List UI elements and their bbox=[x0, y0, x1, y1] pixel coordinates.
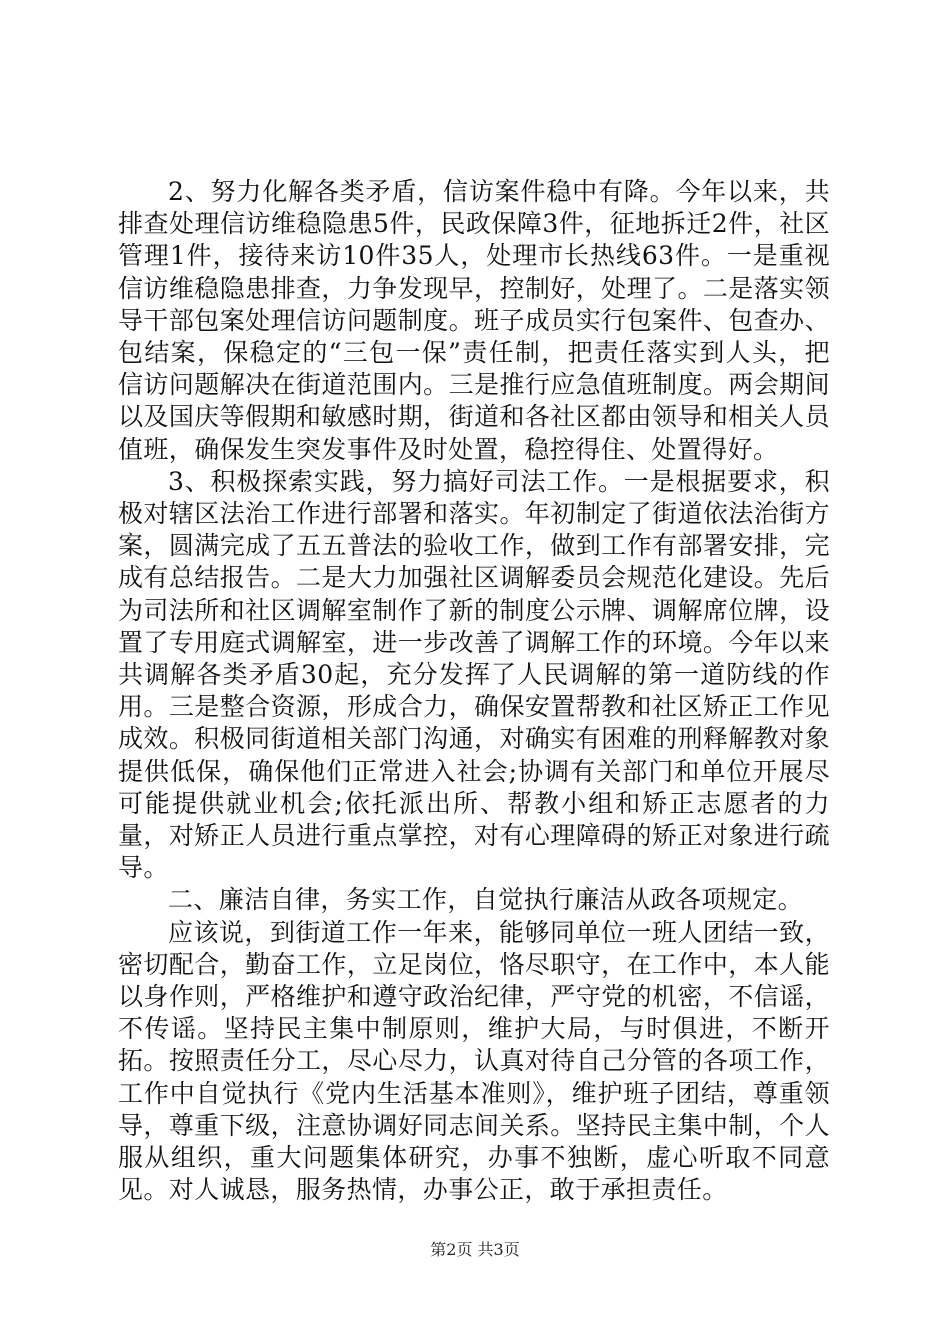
paragraph-self-discipline: 应该说，到街道工作一年来，能够同单位一班人团结一致，密切配合，勤奋工作，立足岗位，恪尽职守，在工作中，本人能以身作则，严格维护和遵守政治纪律，严守党的机密，不信谣，不传谣。坚持民主集中制原则，维护大局，与时俱进，不断开拓。按照责任分工，尽心尽力，认真对待自己分管的各项工作，工作中自觉执行《党内生活基本准则》，维护班子团结，尊重领导，尊重下级，注意协调好同志间关系。坚持民主集中制，个人服从组织，重大问题集体研究，办事不独断，虚心听取不同意见。对人诚恳，服务热情，办事公正，敢于承担责任。 bbox=[118, 917, 830, 1205]
paragraph-judicial-work: 3、积极探索实践，努力搞好司法工作。一是根据要求，积极对辖区法治工作进行部署和落实。年初制定了街道依法治街方案，圆满完成了五五普法的验收工作，做到工作有部署安排，完成有总结报告。二是大力加强社区调解委员会规范化建设。先后为司法所和社区调解室制作了新的制度公示牌、调解席位牌，设置了专用庭式调解室，进一步改善了调解工作的环境。今年以来共调解各类矛盾30起，充分发挥了人民调解的第一道防线的作用。三是整合资源，形成合力，确保安置帮教和社区矫正工作见成效。积极同街道相关部门沟通，对确实有困难的刑释解教对象提供低保，确保他们正常进入社会;协调有关部门和单位开展尽可能提供就业机会;依托派出所、帮教小组和矫正志愿者的力量，对矫正人员进行重点掌控，对有心理障碍的矫正对象进行疏导。 bbox=[118, 466, 830, 883]
document-body bbox=[118, 176, 830, 1207]
section-heading-integrity: 二、廉洁自律，务实工作，自觉执行廉洁从政各项规定。 bbox=[168, 885, 804, 915]
paragraph-petition-work: 2、努力化解各类矛盾，信访案件稳中有降。今年以来，共排查处理信访维稳隐患5件，民政保障3件，征地拆迁2件，社区管理1件，接待来访10件35人，处理市长热线63件。一是重视信访维稳隐患排查，力争发现早，控制好，处理了。二是落实领导干部包案处理信访问题制度。班子成员实行包案件、包查办、包结案，保稳定的“三包一保”责任制，把责任落实到人头，把信访问题解决在街道范围内。三是推行应急值班制度。两会期间以及国庆等假期和敏感时期，街道和各社区都由领导和相关人员值班，确保发生突发事件及时处置，稳控得住、处置得好。 bbox=[118, 177, 830, 464]
page-number-footer: 第2页 共3页 bbox=[430, 1240, 520, 1259]
